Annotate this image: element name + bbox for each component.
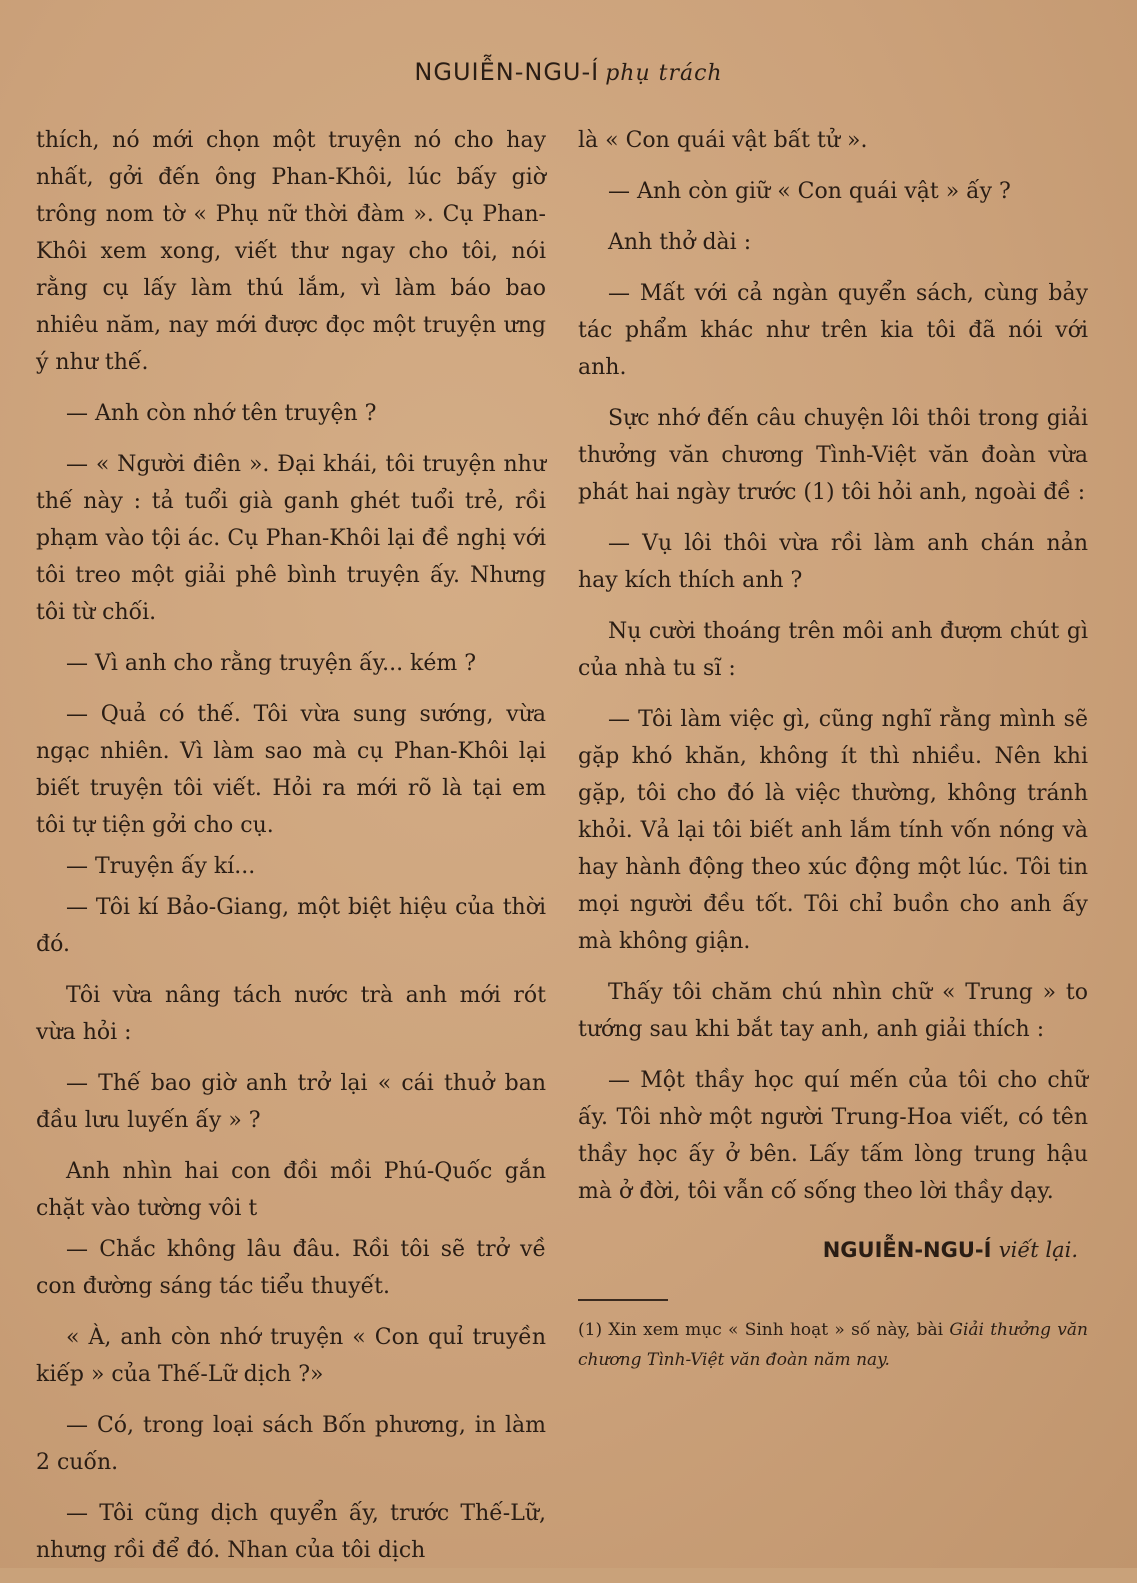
paragraph: — Anh còn nhớ tên truyện ? (66, 401, 377, 426)
paragraph: — Truyện ấy kí... (66, 854, 256, 879)
footnote-lead: (1) Xin xem mục « Sinh hoạt » số này, bài (578, 1320, 944, 1340)
paragraph: — Mất với cả ngàn quyển sách, cùng bảy tác phẩm khác như trên kia tôi đã nói với anh. (578, 281, 1088, 380)
paragraph: Anh thở dài : (608, 230, 752, 255)
header-name: NGUIỄN-NGU-Í (414, 58, 600, 86)
paragraph: Thấy tôi chăm chú nhìn chữ « Trung » to tướng sau khi bắt tay anh, anh giải thích : (578, 980, 1088, 1042)
footnote-article-title: Giải thưởng văn chương Tình-Việt văn đoàn năm nay. (578, 1320, 1088, 1370)
paragraph: — Quả có thế. Tôi vừa sung sướng, vừa ngạc nhiên. Vì làm sao mà cụ Phan-Khôi lại biết truyện tôi viết. Hỏi ra mới rõ là tại em tôi tự tiện gởi cho cụ. (36, 702, 546, 838)
paragraph: — Anh còn giữ « Con quái vật » ấy ? (608, 179, 1011, 204)
paragraph: Anh nhìn hai con đồi mồi Phú-Quốc gắn chặt vào tường vôi t (36, 1159, 546, 1221)
left-column (36, 122, 546, 1583)
paragraph: « À, anh còn nhớ truyện « Con quỉ truyền kiếp » của Thế-Lữ dịch ?» (36, 1325, 546, 1387)
paragraph: — Tôi cũng dịch quyển ấy, trước Thế-Lữ, nhưng rồi để đó. Nhan của tôi dịch (36, 1501, 546, 1563)
page-header (0, 58, 1137, 86)
signature (578, 1232, 1078, 1269)
right-column (578, 122, 1088, 1375)
paragraph: — Có, trong loại sách Bốn phương, in làm 2 cuốn. (36, 1413, 546, 1475)
header-role: phụ trách (605, 61, 723, 86)
paragraph: — Tôi kí Bảo-Giang, một biệt hiệu của thời đó. (36, 895, 546, 957)
paragraph: Sực nhớ đến câu chuyện lôi thôi trong giải thưởng văn chương Tình-Việt văn đoàn vừa phát hai ngày trước (1) tôi hỏi anh, ngoài đề : (578, 406, 1088, 505)
footnote (578, 1315, 1088, 1375)
paragraph: — Tôi làm việc gì, cũng nghĩ rằng mình sẽ gặp khó khăn, không ít thì nhiều. Nên khi gặp, tôi cho đó là việc thường, không tránh khỏi. Vả lại tôi biết anh lắm tính vốn nóng và hay hành động theo xúc động một lúc. Tôi tin mọi người đều tốt. Tôi chỉ buồn cho anh ấy mà không giận. (578, 707, 1088, 954)
paragraph: — « Người điên ». Đại khái, tôi truyện như thế này : tả tuổi già ganh ghét tuổi trẻ, rồi phạm vào tội ác. Cụ Phan-Khôi lại đề nghị với tôi treo một giải phê bình truyện ấy. Nhưng tôi từ chối. (36, 452, 546, 625)
footnote-divider (578, 1299, 668, 1301)
paragraph: — Vì anh cho rằng truyện ấy... kém ? (66, 651, 477, 676)
paragraph: là « Con quái vật bất tử ». (578, 128, 868, 153)
paragraph: thích, nó mới chọn một truyện nó cho hay nhất, gởi đến ông Phan-Khôi, lúc bấy giờ trông nom tờ « Phụ nữ thời đàm ». Cụ Phan-Khôi xem xong, viết thư ngay cho tôi, nói rằng cụ lấy làm thú lắm, vì làm báo bao nhiêu năm, nay mới được đọc một truyện ưng ý như thế. (36, 128, 546, 375)
paragraph: Nụ cười thoáng trên môi anh đượm chút gì của nhà tu sĩ : (578, 619, 1088, 681)
signature-name: NGUIỄN-NGU-Í (822, 1238, 992, 1262)
paragraph: — Chắc không lâu đâu. Rồi tôi sẽ trở về con đường sáng tác tiểu thuyết. (36, 1237, 546, 1299)
paragraph: — Vụ lôi thôi vừa rồi làm anh chán nản hay kích thích anh ? (578, 531, 1088, 593)
paragraph: — Thế bao giờ anh trở lại « cái thuở ban đầu lưu luyến ấy » ? (36, 1071, 546, 1133)
paragraph: — Một thầy học quí mến của tôi cho chữ ấy. Tôi nhờ một người Trung-Hoa viết, có tên thầy học ấy ở bên. Lấy tấm lòng trung hậu mà ở đời, tôi vẫn cố sống theo lời thầy dạy. (578, 1068, 1088, 1204)
paragraph: Tôi vừa nâng tách nước trà anh mới rót vừa hỏi : (36, 983, 546, 1045)
signature-role: viết lại. (998, 1238, 1078, 1262)
